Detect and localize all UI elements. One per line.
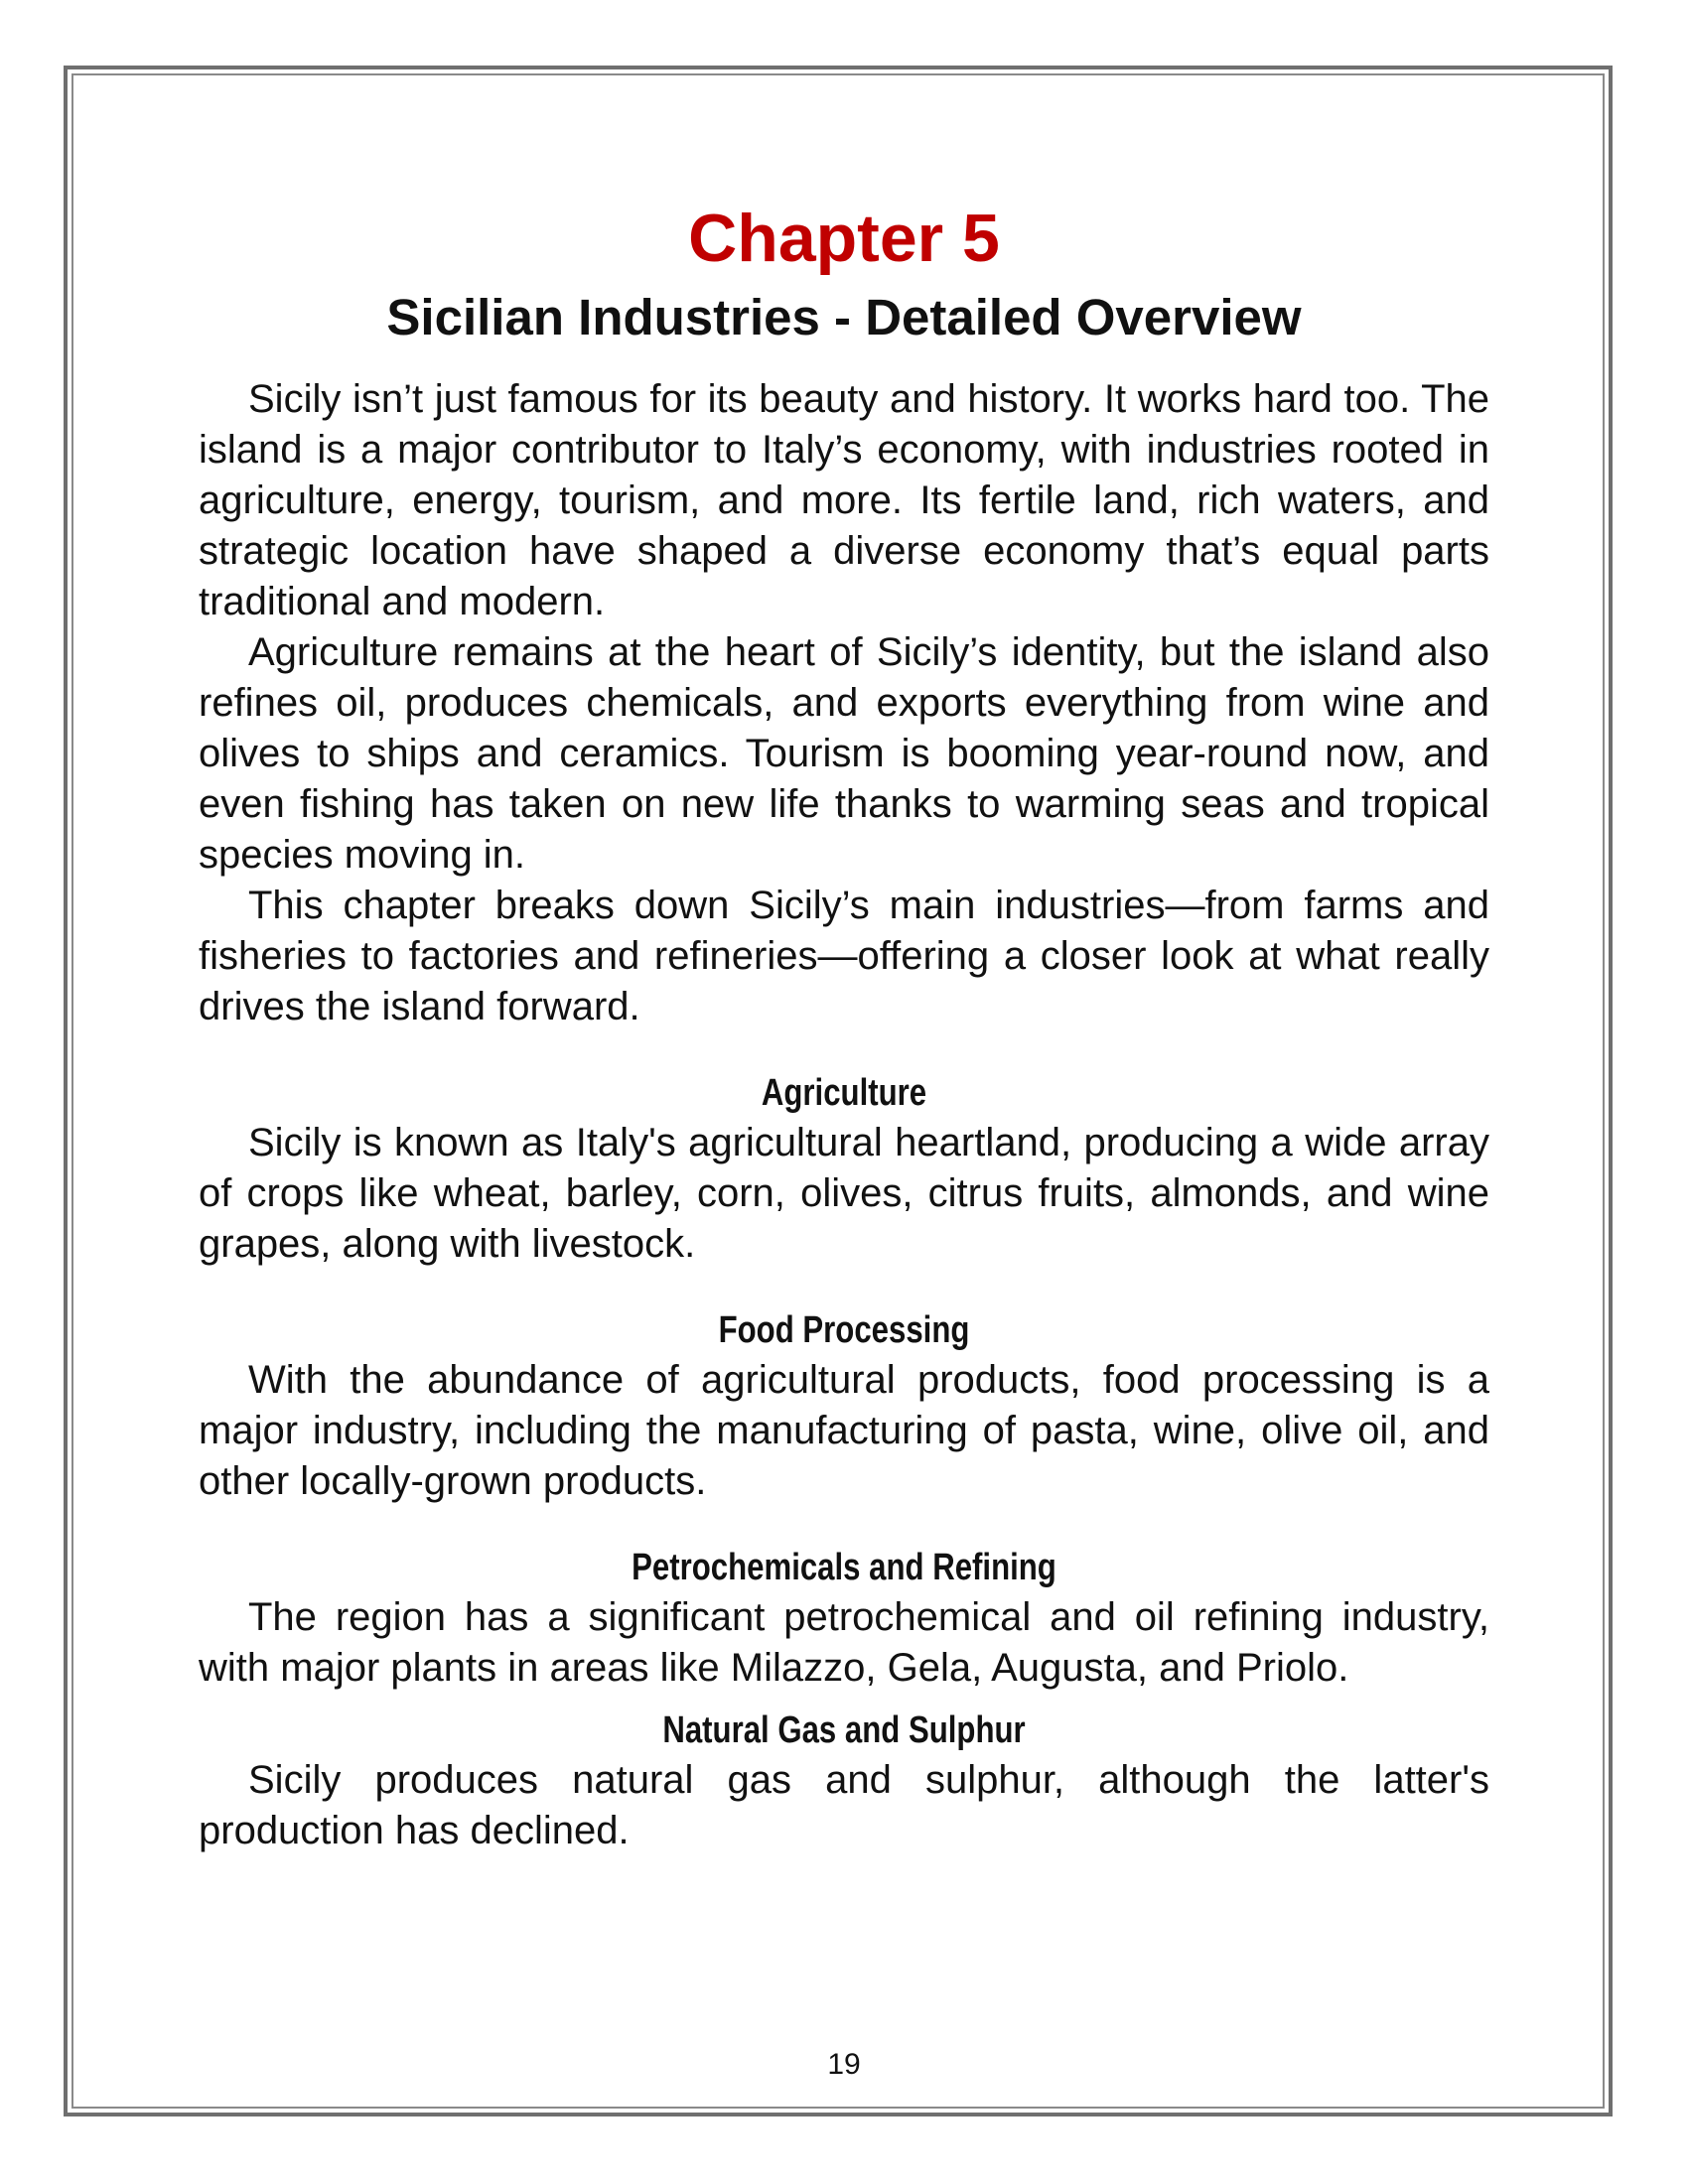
section-petrochemicals	[199, 1543, 1489, 1694]
section-text: Sicily is known as Italy's agricultural heartland, producing a wide array of crops like wheat, barley, corn, olives, citrus fruits, almonds, and wine grapes, along with livestock.	[199, 1121, 1489, 1266]
intro-paragraph-2: Agriculture remains at the heart of Sicily’s identity, but the island also refines oil, produces chemicals, and exports everything from wine and olives to ships and ceramics. Tourism is booming year-round now, and even fishing has taken on new life thanks to warming seas and tropical species moving in.	[199, 630, 1489, 877]
section-heading: Agriculture	[761, 1072, 927, 1114]
section-heading: Natural Gas and Sulphur	[662, 1709, 1026, 1751]
section-food-processing	[199, 1305, 1489, 1507]
intro-paragraph-3: This chapter breaks down Sicily’s main industries—from farms and fisheries to factories and refineries—offering a closer look at what really drives the island forward.	[199, 884, 1489, 1028]
section-text: With the abundance of agricultural products, food processing is a major industry, including the manufacturing of pasta, wine, olive oil, and other locally-grown products.	[199, 1358, 1489, 1503]
page-number: 19	[827, 2048, 861, 2081]
page-content	[199, 194, 1489, 1856]
section-text: The region has a significant petrochemical and oil refining industry, with major plants in areas like Milazzo, Gela, Augusta, and Priolo.	[199, 1595, 1489, 1690]
section-heading: Food Processing	[718, 1309, 970, 1351]
section-agriculture	[199, 1068, 1489, 1270]
section-heading: Petrochemicals and Refining	[632, 1547, 1056, 1588]
section-natural-gas	[199, 1706, 1489, 1856]
section-text: Sicily produces natural gas and sulphur, although the latter's production has declined.	[199, 1758, 1489, 1852]
intro-paragraph-1: Sicily isn’t just famous for its beauty and history. It works hard too. The island is a major contributor to Italy’s economy, with industries rooted in agriculture, energy, tourism, and more. Its fertile land, rich waters, and strategic location have shaped a diverse economy that’s equal parts traditional and modern.	[199, 377, 1489, 623]
chapter-label: Chapter 5	[688, 201, 1000, 276]
chapter-title: Sicilian Industries - Detailed Overview	[386, 289, 1302, 345]
